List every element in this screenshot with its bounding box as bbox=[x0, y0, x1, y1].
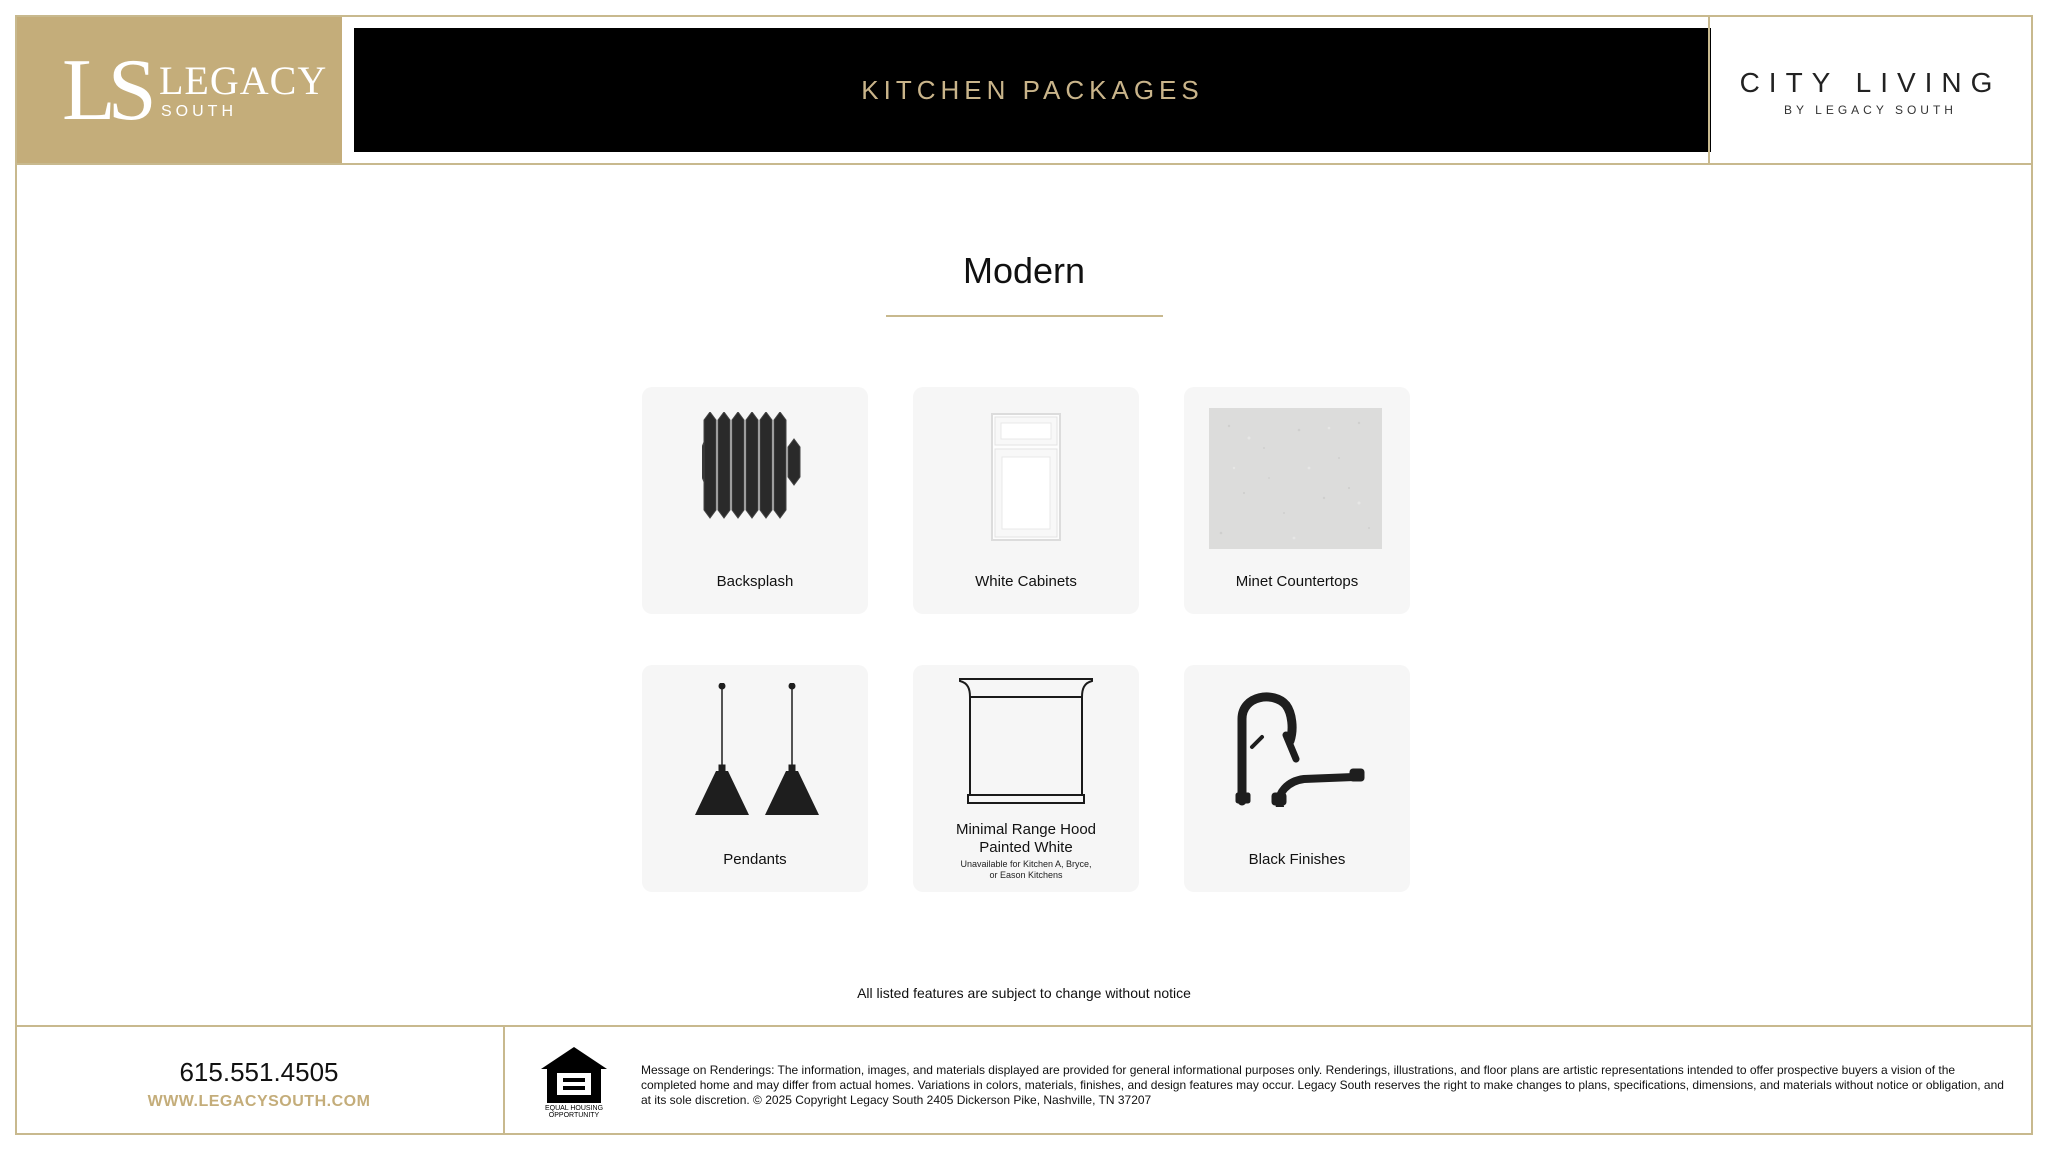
page-title: KITCHEN PACKAGES bbox=[861, 74, 1204, 105]
header bbox=[15, 15, 2033, 165]
title-bar bbox=[354, 28, 1711, 152]
equal-housing-label bbox=[537, 1105, 611, 1119]
brand-sub-text: BY LEGACY SOUTH bbox=[1784, 103, 1957, 117]
card-label: Black Finishes bbox=[1248, 851, 1346, 868]
website-link[interactable]: WWW.LEGACYSOUTH.COM bbox=[147, 1093, 371, 1110]
card-label: White Cabinets bbox=[975, 573, 1077, 590]
feature-card-white-cabinets bbox=[913, 387, 1139, 614]
disclaimer-text: Message on Renderings: The information, images, and materials displayed are provided for general informational purposes only. Renderings, illustrations, and floor plans are artistic representations intended to offer prospective buyers a vision of the completed home and may differ from actual homes. Variations in colors, materials, finishes, and design features may occur. Legacy South reserves the right to make changes to plans, specifications, dimensions, and materials without notice or obligation, and at its sole discretion. © 2025 Copyright Legacy South 2405 Dickerson Pike, Nashville, TN 37207 bbox=[641, 1063, 2004, 1107]
legacy-south-logo[interactable] bbox=[17, 17, 342, 163]
black-hex-tile-icon bbox=[702, 412, 802, 522]
pendant-lights-icon bbox=[694, 683, 820, 817]
card-label-line-1: Minimal Range Hood bbox=[955, 821, 1097, 838]
logo-subtitle: SOUTH bbox=[161, 103, 237, 120]
feature-card-pendants bbox=[642, 665, 868, 892]
black-faucet-icon bbox=[1232, 689, 1368, 807]
brand-main-text: CITY LIVING bbox=[1739, 67, 2002, 98]
card-label: Minet Countertops bbox=[1235, 573, 1359, 590]
card-label-line-2: Painted White bbox=[979, 839, 1073, 856]
card-label: Backsplash bbox=[716, 573, 794, 590]
logo-name: LEGACY bbox=[159, 58, 328, 103]
card-note-line-2: or Eason Kitchens bbox=[989, 870, 1063, 880]
equal-housing-line-1: EQUAL HOUSING bbox=[544, 1105, 604, 1112]
feature-card-backsplash bbox=[642, 387, 868, 614]
change-notice: All listed features are subject to change without notice bbox=[857, 985, 1191, 1001]
footer-divider bbox=[503, 1027, 505, 1135]
feature-card-black-finishes bbox=[1184, 665, 1410, 892]
feature-card-minet-countertops bbox=[1184, 387, 1410, 614]
card-note-line-1: Unavailable for Kitchen A, Bryce, bbox=[960, 859, 1092, 869]
feature-card-range-hood bbox=[913, 665, 1139, 892]
footer bbox=[15, 1025, 2033, 1135]
range-hood-icon bbox=[958, 677, 1094, 811]
phone-number[interactable]: 615.551.4505 bbox=[179, 1057, 339, 1087]
white-cabinet-door-icon bbox=[991, 413, 1061, 541]
section-title: Modern bbox=[962, 250, 1086, 291]
section-divider bbox=[886, 315, 1163, 317]
equal-housing-line-2: OPPORTUNITY bbox=[548, 1112, 600, 1119]
card-label: Pendants bbox=[723, 851, 787, 868]
city-living-brand[interactable] bbox=[1708, 15, 2031, 163]
logo-monogram: LS bbox=[62, 42, 149, 139]
countertop-swatch bbox=[1209, 408, 1382, 549]
